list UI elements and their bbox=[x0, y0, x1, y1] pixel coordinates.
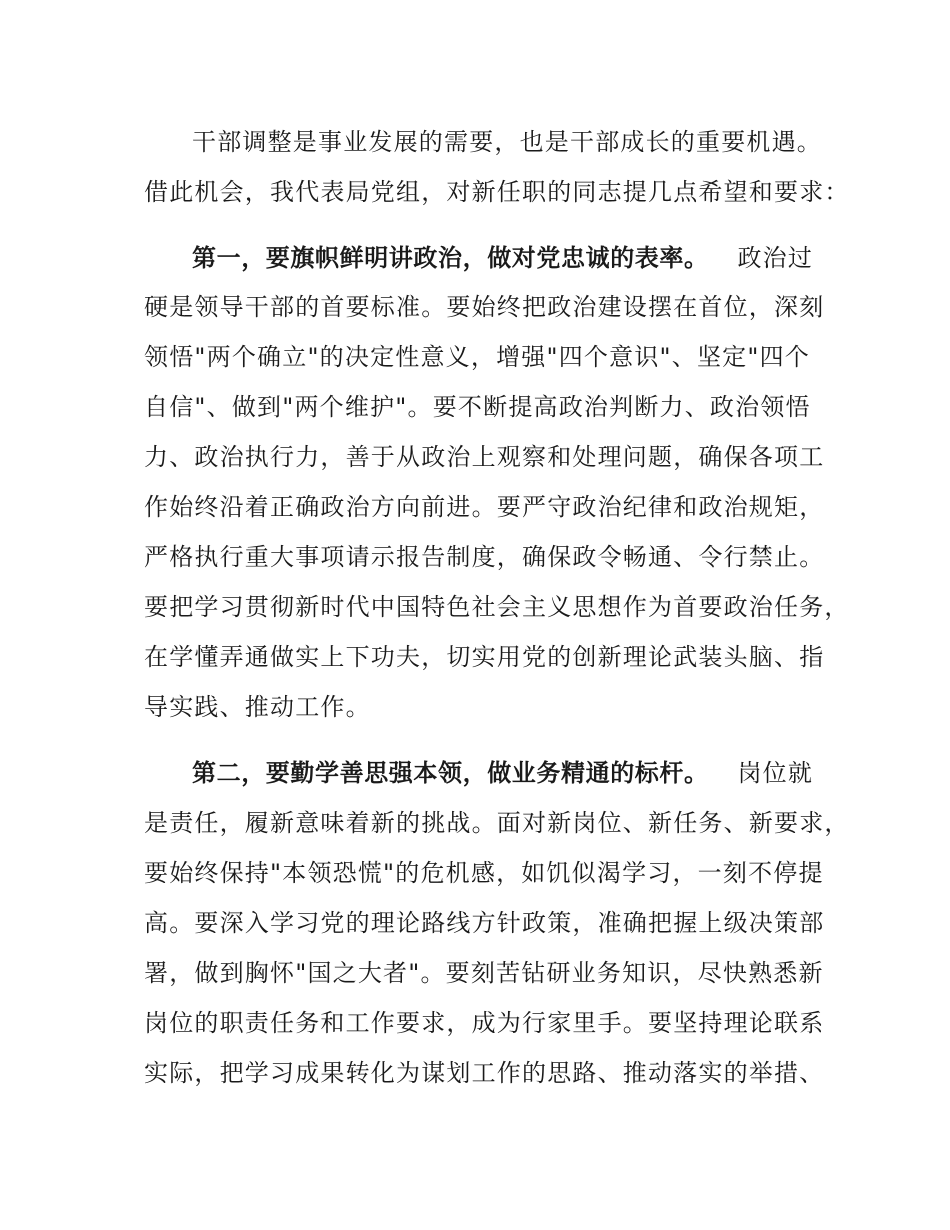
section1-first-line-tail: 政治过 bbox=[737, 244, 814, 272]
section2-line-2: 要始终保持"本领恐慌"的危机感，如饥似渴学习，一刻不停提 bbox=[144, 859, 824, 887]
section1-line-8: 在学懂弄通做实上下功夫，切实用党的创新理论武装头脑、指 bbox=[144, 643, 825, 671]
intro-line-2: 借此机会，我代表局党组，对新任职的同志提几点希望和要求： bbox=[144, 178, 850, 206]
section1-line-3: 自信"、做到"两个维护"。要不断提高政治判断力、政治领悟 bbox=[144, 393, 811, 421]
section1-line-4: 力、政治执行力，善于从政治上观察和处理问题，确保各项工 bbox=[144, 443, 825, 471]
section1-line-5: 作始终沿着正确政治方向前进。要严守政治纪律和政治规矩， bbox=[144, 493, 825, 521]
section1-line-6: 严格执行重大事项请示报告制度，确保政令畅通、令行禁止。 bbox=[144, 543, 825, 571]
section1-line-1: 硬是领导干部的首要标准。要始终把政治建设摆在首位，深刻 bbox=[144, 293, 825, 321]
section2-first-line bbox=[192, 756, 872, 790]
section2-heading: 第二，要勤学善思强本领，做业务精通的标杆。 bbox=[192, 759, 709, 787]
section2-line-6: 实际，把学习成果转化为谋划工作的思路、推动落实的举措、 bbox=[144, 1059, 825, 1087]
section2-line-5: 岗位的职责任务和工作要求，成为行家里手。要坚持理论联系 bbox=[144, 1009, 825, 1037]
section1-line-9: 导实践、推动工作。 bbox=[144, 693, 371, 721]
section2-line-1: 是责任，履新意味着新的挑战。面对新岗位、新任务、新要求， bbox=[144, 809, 850, 837]
section2-line-3: 高。要深入学习党的理论路线方针政策，准确把握上级决策部 bbox=[144, 909, 825, 937]
section1-line-7: 要把学习贯彻新时代中国特色社会主义思想作为首要政治任务， bbox=[144, 593, 850, 621]
intro-line-1: 干部调整是事业发展的需要，也是干部成长的重要机遇。 bbox=[192, 128, 822, 156]
section2-line-4: 署，做到胸怀"国之大者"。要刻苦钻研业务知识，尽快熟悉新 bbox=[144, 959, 824, 987]
section1-first-line bbox=[192, 241, 872, 275]
section2-first-line-tail: 岗位就 bbox=[737, 759, 814, 787]
section1-heading: 第一，要旗帜鲜明讲政治，做对党忠诚的表率。 bbox=[192, 244, 709, 272]
section1-line-2: 领悟"两个确立"的决定性意义，增强"四个意识"、坚定"四个 bbox=[144, 343, 810, 371]
